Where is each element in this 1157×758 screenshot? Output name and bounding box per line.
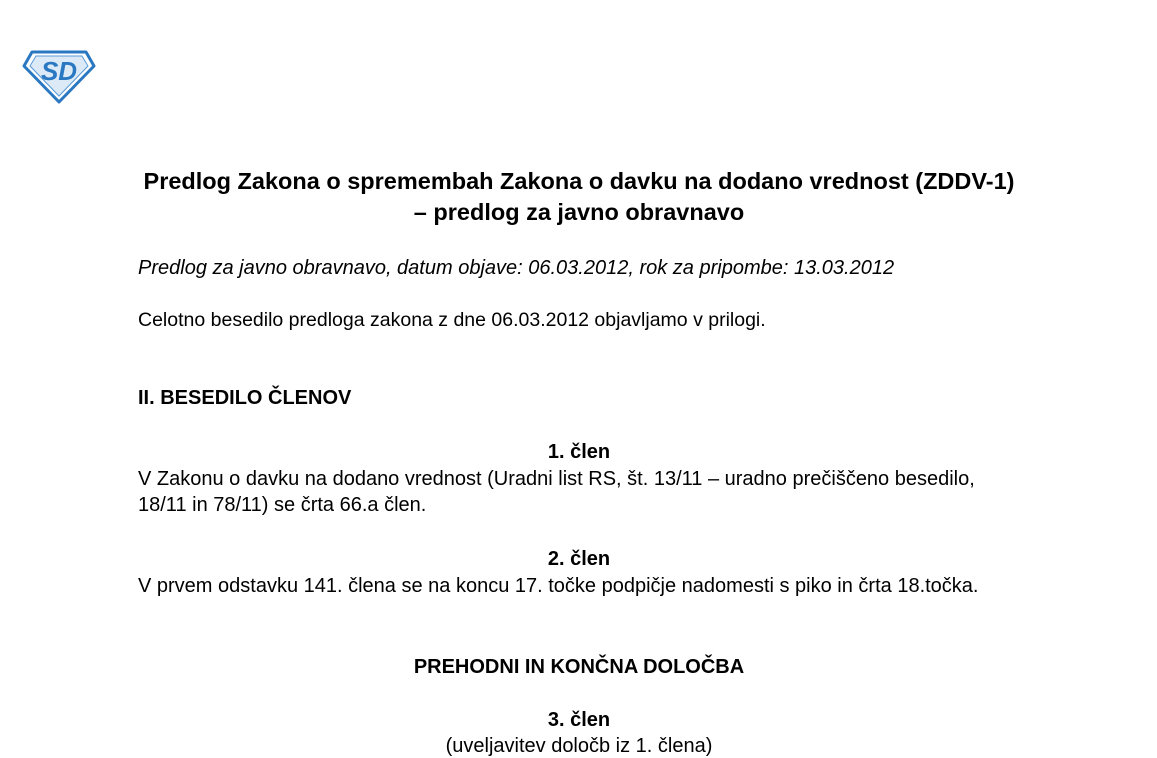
section-heading: II. BESEDILO ČLENOV [138,387,352,409]
sd-logo-icon [22,48,96,104]
article-1-heading: 1. člen [547,441,611,463]
document-subtitle: Predlog za javno obravnavo, datum objave: 06.03.2012, rok za pripombe: 13.03.2012 [138,257,895,279]
article-3-heading: 3. člen [547,709,611,731]
article-2-heading: 2. člen [547,548,611,570]
article-2-body: V prvem odstavku 141. člena se na koncu 17. točke podpičje nadomesti s piko in črta 18.točka. [138,575,979,597]
document-title: Predlog Zakona o spremembah Zakona o davku na dodano vrednost (ZDDV-1) – predlog za javno obravnavo [143,168,1015,225]
intro-paragraph: Celotno besedilo predloga zakona z dne 06.03.2012 objavljamo v prilogi. [138,309,766,331]
article-1-body: V Zakonu o davku na dodano vrednost (Uradni list RS, št. 13/11 – uradno prečiščeno besedilo, 18/11 in 78/11) se črta 66.a člen. [138,468,975,516]
transitional-heading: PREHODNI IN KONČNA DOLOČBA [413,656,745,678]
article-3-subheading: (uveljavitev določb iz 1. člena) [445,735,713,757]
logo-text: SD [40,56,78,86]
